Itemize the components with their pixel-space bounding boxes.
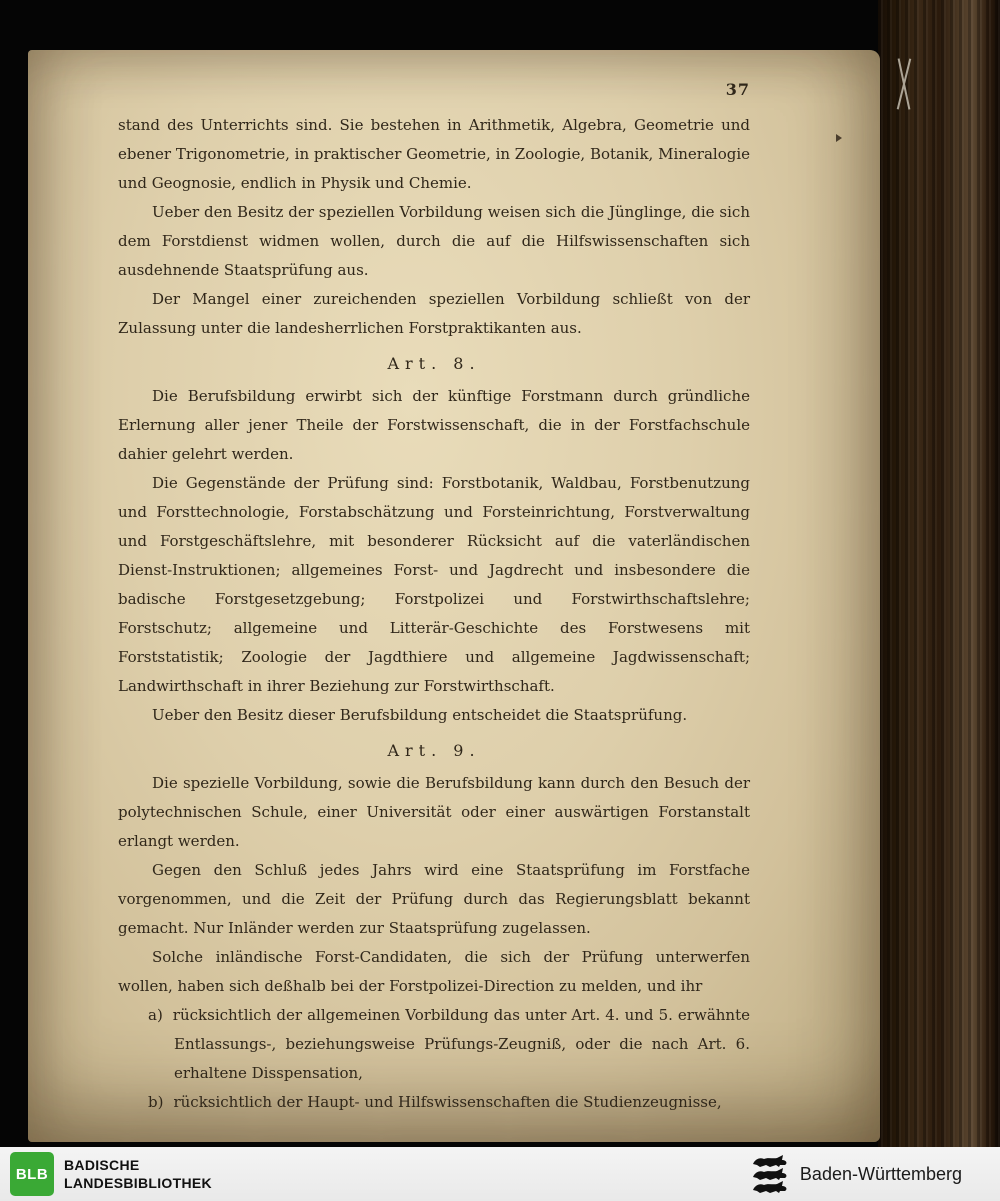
list-item bbox=[148, 1088, 750, 1117]
document-paragraph: Gegen den Schluß jedes Jahrs wird eine Staatsprüfung im Forstfache vorgenommen, und die Zeit der Prüfung durch das Regierungsblatt bekannt gemacht. Nur Inländer werden zur Staatsprüfung zugelassen. bbox=[118, 861, 750, 937]
document-paragraph: Die Gegenstände der Prüfung sind: Forstbotanik, Waldbau, Forstbenutzung und Forsttechnologie, Forstabschätzung und Forsteinrichtung, Forstverwaltung und Forstgeschäftslehre, mit besonderer Rücksicht auf die vaterländischen Dienst-Instruktionen; allgemeines Forst- und Jagdrecht und insbesondere die badische Forstgesetzgebung; Forstpolizei und Forstwirthschaftslehre; Forstschutz; allgemeine und Litterär-Geschichte des Forstwesens mit Forststatistik; Zoologie der Jagdthiere und allgemeine Jagdwissenschaft; Landwirthschaft in ihrer Beziehung zur Forstwirthschaft. bbox=[118, 474, 750, 695]
library-footer-bar bbox=[0, 1147, 1000, 1201]
library-name bbox=[64, 1156, 212, 1192]
scanned-page bbox=[28, 50, 880, 1142]
blb-logo bbox=[10, 1152, 54, 1196]
page-content bbox=[28, 50, 880, 1142]
region-branding bbox=[750, 1154, 962, 1194]
book-edge bbox=[878, 0, 1000, 1148]
document-paragraph: Der Mangel einer zureichenden speziellen Vorbildung schließt von der Zulassung unter die landesherrlichen Forstpraktikanten aus. bbox=[118, 290, 750, 337]
library-name-line1: BADISCHE bbox=[64, 1157, 140, 1173]
article-heading: Art. 8. bbox=[387, 354, 481, 373]
region-name: Baden-Württemberg bbox=[799, 1163, 962, 1184]
list-item-text: rücksichtlich der allgemeinen Vorbildung das unter Art. 4. und 5. erwähnte Entlassungs-, beziehungsweise Prüfungs-Zeugniß, oder die nach Art. 6. erhaltene Disspensation, bbox=[172, 1006, 750, 1082]
document-paragraph: Ueber den Besitz der speziellen Vorbildung weisen sich die Jünglinge, die sich dem Forstdienst widmen wollen, durch die auf die Hilfswissenschaften sich ausdehnende Staatsprüfung aus. bbox=[118, 203, 750, 279]
document-paragraph: Die Berufsbildung erwirbt sich der künftige Forstmann durch gründliche Erlernung aller jener Theile der Forstwissenschaft, die in der Forstfachschule dahier gelehrt werden. bbox=[118, 387, 750, 463]
library-branding bbox=[10, 1152, 212, 1196]
document-paragraph: stand des Unterrichts sind. Sie bestehen in Arithmetik, Algebra, Geometrie und ebener Trigonometrie, in praktischer Geometrie, in Zoologie, Botanik, Mineralogie und Geognosie, endlich in Physik und Chemie. bbox=[118, 116, 750, 192]
document-paragraph: Ueber den Besitz dieser Berufsbildung entscheidet die Staatsprüfung. bbox=[152, 706, 688, 724]
pen-mark bbox=[894, 58, 914, 110]
page-number: 37 bbox=[725, 80, 750, 99]
list-item-text: rücksichtlich der Haupt- und Hilfswissenschaften die Studienzeugnisse, bbox=[173, 1093, 722, 1111]
article-heading: Art. 9. bbox=[387, 741, 481, 760]
blb-logo-text: BLB bbox=[15, 1165, 49, 1183]
document-paragraph: Solche inländische Forst-Candidaten, die sich der Prüfung unterwerfen wollen, haben sich deßhalb bei der Forstpolizei-Direction zu melden, und ihr bbox=[118, 948, 750, 995]
document-paragraph: Die spezielle Vorbildung, sowie die Berufsbildung kann durch den Besuch der polytechnischen Schule, einer Universität oder einer auswärtigen Forstanstalt erlangt werden. bbox=[118, 774, 750, 850]
coat-of-arms-lions-icon bbox=[750, 1154, 790, 1194]
list-item bbox=[148, 1001, 750, 1088]
library-name-line2: LANDESBIBLIOTHEK bbox=[64, 1175, 212, 1191]
list-item-marker: b) bbox=[148, 1093, 164, 1111]
list-item-marker: a) bbox=[148, 1006, 163, 1024]
